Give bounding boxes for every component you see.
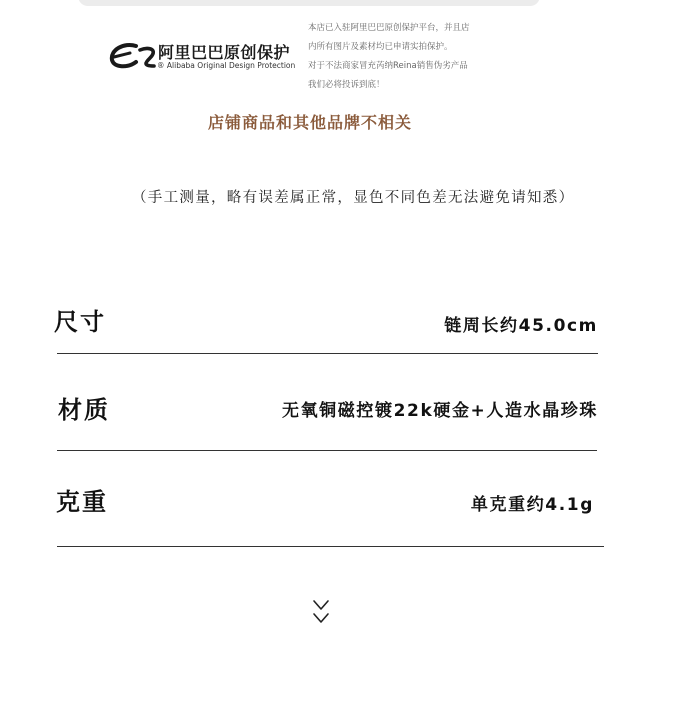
spec-label-material: 材质	[58, 396, 110, 424]
notice-line: 我们必将投诉到底！	[308, 80, 385, 90]
measurement-note: （手工测量，略有误差属正常，显色不同色差无法避免请知悉）	[132, 190, 575, 206]
spec-label-size: 尺寸	[54, 308, 106, 336]
double-chevron-down-icon[interactable]	[312, 598, 330, 628]
brand-name-cn: 阿里巴巴原创保护	[158, 43, 291, 62]
spec-value-material: 无氧铜磁控镀22k硬金+人造水晶珍珠	[281, 401, 598, 421]
brand-name-en: ® Alibaba Original Design Protection	[157, 61, 296, 70]
divider	[57, 450, 597, 451]
headline: 店铺商品和其他品牌不相关	[207, 113, 412, 132]
spec-value-size: 链周长约45.0cm	[444, 316, 598, 336]
spec-label-weight: 克重	[56, 488, 108, 516]
top-bar	[78, 0, 540, 6]
divider	[57, 546, 604, 547]
notice-line: 本店已入驻阿里巴巴原创保护平台，并且店	[308, 23, 470, 33]
brand-name-en-text: Alibaba Original Design Protection	[166, 61, 296, 70]
protection-notice	[308, 19, 548, 95]
divider	[57, 353, 598, 354]
notice-line: 内所有图片及素材均已申请实拍保护。	[308, 42, 453, 52]
spec-value-weight: 单克重约4.1g	[470, 495, 594, 515]
notice-line: 对于不法商家冒充芮纳Reina销售伪劣产品	[308, 61, 468, 71]
